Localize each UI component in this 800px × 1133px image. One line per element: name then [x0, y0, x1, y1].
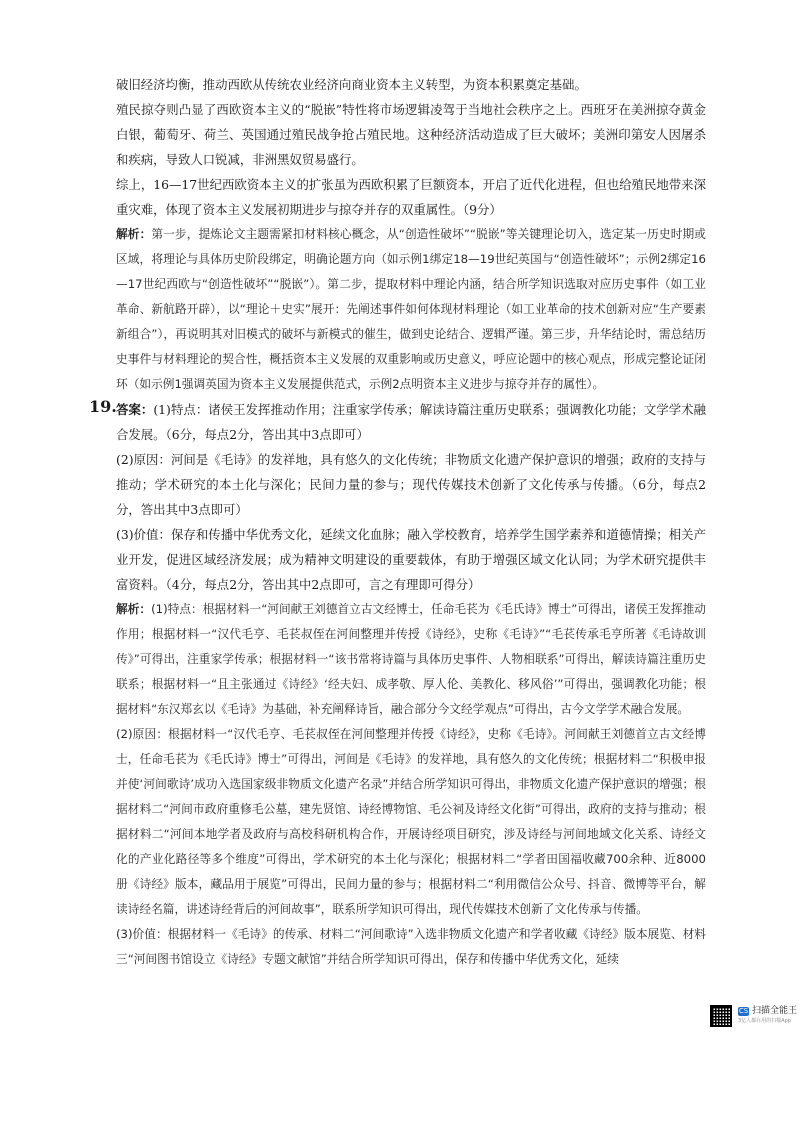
- camscanner-icon: CS: [738, 1006, 749, 1015]
- analysis-19-1: [116, 597, 706, 722]
- watermark-logo: [738, 1006, 797, 1016]
- qr-code-icon: [710, 1005, 732, 1027]
- paragraph: 殖民掠夺则凸显了西欧资本主义的“脱嵌”特性将市场逻辑凌驾于当地社会秩序之上。西班牙在美洲掠夺黄金白银，葡萄牙、荷兰、英国通过殖民战争抢占殖民地。这种经济活动造成了巨大破坏；美洲印第安人因屠杀和疾病，导致人口锐减，非洲黑奴贸易盛行。: [116, 102, 706, 167]
- answer-label: 答案：: [116, 402, 154, 417]
- analysis-text: 第一步，提炼论文主题需紧扣材料核心概念，从“创造性破坏”“脱嵌”等关键理论切入，选定某一历史时期或区域，将理论与具体历史阶段绑定，明确论题方向（如示例1绑定18—19世纪英国与“创造性破坏”；示例2绑定16—17世纪西欧与“创造性破坏”“脱嵌”）。第二步，提取材料中理论内涵，结合所学知识选取对应历史事件（如工业革命、新航路开辟），以“理论＋史实”展开：先阐述事件如何体现材料理论（如工业革命的技术创新对应“生产要素新组合”），再说明其对旧模式的破坏与新模式的催生，做到史论结合、逻辑严谨。第三步，升华结论时，需总结历史事件与材料理论的契合性，概括资本主义发展的双重影响或历史意义，呼应论题中的核心观点，形成完整论证闭环（如示例1强调英国为资本主义发展提供范式，示例2点明资本主义进步与掠夺并存的属性）。: [116, 227, 706, 391]
- analysis-19-2: (2)原因：根据材料一“汉代毛亨、毛苌叔侄在河间整理并传授《诗经》，史称《毛诗》。河间献王刘德首立古文经博士，任命毛苌为《毛氏诗》博士”可得出，河间是《毛诗》的发祥地，具有悠久的文化传统；根据材料二“积极申报并使‘河间歌诗’成功入选国家级非物质文化遗产名录”并结合所学知识可得出，非物质文化遗产保护意识的增强；根据材料二“河间市政府重修毛公墓，建先贤馆、诗经博物馆、毛公祠及诗经文化街”可得出，政府的支持与推动；根据材料二“河间本地学者及政府与高校科研机构合作，开展诗经项目研究，涉及诗经与河间地域文化关系、诗经文化的产业化路径等多个维度”可得出，学术研究的本土化与深化；根据材料二“学者田国福收藏700余种、近8000册《诗经》版本，藏品用于展览”可得出，民间力量的参与；根据材料二“利用微信公众号、抖音、微博等平台，解读诗经名篇，讲述诗经背后的河间故事”，联系所学知识可得出，现代传媒技术创新了文化传承与传播。: [116, 727, 706, 916]
- paragraph: 综上，16—17世纪西欧资本主义的扩张虽为西欧积累了巨额资本，开启了近代化进程，但也给殖民地带来深重灾难，体现了资本主义发展初期进步与掠夺并存的双重属性。（9分）: [116, 177, 706, 217]
- answer-3: (3)价值：保存和传播中华优秀文化，延续文化血脉；融入学校教育，培养学生国学素养和道德情操；相关产业开发，促进区域经济发展；成为精神文明建设的重要载体，有助于增强区域文化认同；为学术研究提供丰富资料。（4分，每点2分，答出其中2点即可，言之有理即可得分）: [116, 527, 706, 592]
- watermark-brand: 扫描全能王: [752, 1006, 798, 1016]
- analysis-label: 解析：: [116, 602, 152, 616]
- watermark-subtitle: 3亿人都在用的扫描App: [738, 1018, 791, 1024]
- document-body: [89, 72, 706, 972]
- analysis-19-3: (3)价值：根据材料一《毛诗》的传承、材料二“河间歌诗”入选非物质文化遗产和学者收藏《诗经》版本展览、材料三“河间图书馆设立《诗经》专题文献馆”并结合所学知识可得出，保存和传播中华优秀文化，延续: [116, 927, 706, 966]
- answer-text: (1)特点：诸侯王发挥推动作用；注重家学传承；解读诗篇注重历史联系；强调教化功能；文学学术融合发展。（6分，每点2分，答出其中3点即可）: [116, 402, 706, 442]
- answer-2: (2)原因：河间是《毛诗》的发祥地，具有悠久的文化传统；非物质文化遗产保护意识的增强；政府的支持与推动；学术研究的本土化与深化；民间力量的参与；现代传媒技术创新了文化传承与传播。（6分，每点2分，答出其中3点即可）: [116, 452, 706, 517]
- watermark-text: [738, 1006, 797, 1026]
- paragraph: 破旧经济均衡，推动西欧从传统农业经济向商业资本主义转型，为资本积累奠定基础。: [116, 77, 587, 92]
- analysis-18: [116, 222, 706, 397]
- analysis-label: 解析：: [116, 227, 152, 241]
- scanner-watermark: [710, 1005, 797, 1027]
- question-19: [89, 397, 706, 447]
- question-number: 19.: [89, 397, 117, 416]
- answer-1: [116, 397, 706, 447]
- analysis-text: (1)特点：根据材料一“河间献王刘德首立古文经博士，任命毛苌为《毛氏诗》博士”可得出，诸侯王发挥推动作用；根据材料一“汉代毛亨、毛苌叔侄在河间整理并传授《诗经》，史称《毛诗》”“毛苌传承毛亨所著《毛诗故训传》”可得出，注重家学传承；根据材料一“该书常将诗篇与具体历史事件、人物相联系”可得出，解读诗篇注重历史联系；根据材料一“且主张通过《诗经》‘经夫妇、成孝敬、厚人伦、美教化、移风俗’”可得出，强调教化功能；根据材料“东汉郑玄以《毛诗》为基础，补充阐释诗旨，融合部分今文经学观点”可得出，古今文学学术融合发展。: [116, 602, 706, 716]
